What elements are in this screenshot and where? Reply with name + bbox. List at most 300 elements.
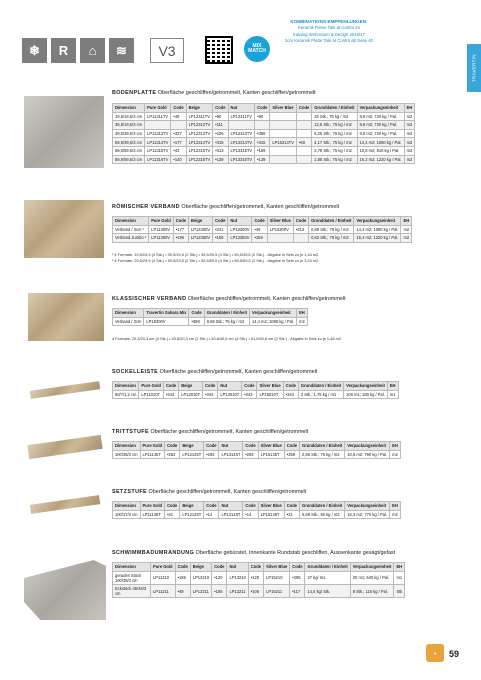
table-cell: •292 [204, 450, 219, 459]
schwimmbadumrandung-title-bold: SCHWIMMBADUMRANDUNG [112, 550, 195, 556]
table-cell: •343 [283, 390, 298, 399]
table-cell: 2,86 Stk.; 75 kg / m2 [300, 450, 345, 459]
column-header: Pure Gold [149, 217, 174, 226]
table-row [113, 584, 405, 597]
v3-badge: V3 [150, 38, 184, 63]
table-cell: 19,5/19,5/3 cm [113, 112, 145, 121]
table-cell: 20 m1; 540 kg / Pal. [350, 571, 394, 584]
column-header: Beige [180, 442, 204, 451]
table-cell: LP13311TV [228, 112, 255, 121]
table-cell: LP13145T [219, 450, 243, 459]
column-header: Code [173, 217, 188, 226]
column-header: Travertin Sahara Mix [144, 309, 189, 318]
table-cell: LP12300V [188, 225, 212, 234]
table-cell: LP11314TV [145, 138, 171, 147]
table-cell: •60 [297, 138, 312, 147]
schwimmbadumrandung-image [24, 560, 106, 620]
table-cell: 0,62 Stk.; 75 kg / m2 [309, 234, 354, 243]
roemischer-verband-title-bold: RÖMISCHER VERBAND [112, 204, 180, 210]
table-row [113, 571, 405, 584]
column-header: Silver Blue [264, 563, 290, 572]
column-header: Code [290, 563, 305, 572]
table-cell: •196 [173, 234, 188, 243]
table-cell: 25 Stk.; 75 kg / m2 [312, 112, 357, 121]
mix-match-badge [244, 36, 270, 62]
table-cell: •159 [213, 234, 228, 243]
column-header: Code [165, 502, 180, 511]
table-cell: •140 [171, 155, 186, 164]
table-cell: 10,8 m2; 810 kg / Pal. [357, 146, 404, 155]
bodenplatte-table [112, 103, 415, 164]
table-cell: 8 Stk.; 116 kg / Pal. [350, 584, 394, 597]
table-cell: Stk [394, 584, 405, 597]
table-cell: 1,85 Stk.; 75 kg / m2 [312, 155, 357, 164]
table-cell: LP15314TV [270, 138, 297, 147]
table-cell: m2 [401, 234, 412, 243]
table-cell: LP12148T [180, 510, 204, 519]
table-cell: m2 [404, 155, 415, 164]
bodenplatte-image [24, 96, 104, 168]
column-header: Code [297, 104, 312, 113]
table-cell: LP12010T [179, 390, 203, 399]
table-cell: •343 [242, 390, 257, 399]
table-cell: LP11313TV [145, 129, 171, 138]
column-header: Pure Gold [140, 442, 165, 451]
table-cell: 16,2 m2; 1220 kg / Pal. [357, 155, 404, 164]
table-cell: 27 kg/ m1 [305, 571, 350, 584]
column-header: EH [390, 502, 401, 511]
table-cell: 59,5/39,5/3 cm [113, 138, 145, 147]
table-cell: •159 [252, 234, 267, 243]
column-header: Code [165, 442, 180, 451]
trittstufe-table [112, 441, 401, 459]
floor-heating-icon: ≋ [109, 38, 134, 63]
trittstufe-title-rest: Oberfläche geschliffen/getrommelt, Kanten geschliffen/getrommelt [150, 429, 309, 435]
roemischer-note-2: ² 4 Formate: 29,5/29,5 (4 Stk.) • 59,5/29,5 (2 Stk.) • 59,5/59,5 (4 Stk.) • 89,5/59,5 (2 Stk.) - Abgabe in Sets zu je 3,24 m2 [112, 258, 319, 264]
table-cell: 9,8 m2; 720 kg / Pal. [357, 129, 404, 138]
page-number: 59 [449, 649, 460, 659]
table-cell: m2 [404, 138, 415, 147]
table-cell: LP11316TV [145, 155, 171, 164]
column-header: Code [204, 442, 219, 451]
klassischer-verband-table [112, 308, 308, 326]
table-cell: •14 [243, 510, 258, 519]
sockelleiste-title-bold: SOCKELLEISTE [112, 369, 159, 375]
column-header: Dimension [113, 309, 144, 318]
table-cell: m1 [394, 571, 405, 584]
table-cell: •49 [175, 584, 190, 597]
column-header: Pure Gold [151, 563, 176, 572]
trittstufe-title [112, 429, 308, 435]
column-header: Grunddaten / Einheit [300, 442, 345, 451]
table-cell: 4,17 Stk.; 75 kg / m2 [312, 138, 357, 147]
table-cell [270, 155, 297, 164]
column-header: Code [283, 382, 298, 391]
table-cell: LP12145T [180, 450, 204, 459]
column-header: Verpackungseinheit [345, 502, 390, 511]
column-header: Code [212, 563, 227, 572]
table-cell: 2,78 Stk.; 75 kg / m2 [312, 146, 357, 155]
table-cell: •341 [213, 225, 228, 234]
qr-code-icon[interactable] [205, 36, 233, 64]
column-header: Grunddaten / Einheit [309, 217, 354, 226]
column-header: Nut [227, 563, 248, 572]
sockelleiste-title-rest: Oberfläche geschliffen/getrommelt, Kanten geschliffen/getrommelt [159, 369, 318, 375]
table-cell: •315 [255, 138, 270, 147]
table-cell: LP12315TV [186, 146, 213, 155]
column-header: Code [242, 382, 257, 391]
combo-line2: Katalog Wohnraum & Design 2016/17 [292, 31, 366, 37]
table-cell: •21 [284, 510, 299, 519]
table-cell: m2 [404, 121, 415, 130]
table-cell: Verband / 3cm [113, 317, 144, 326]
table-cell: m2 [404, 129, 415, 138]
roemischer-verband-image [24, 200, 104, 258]
table-cell: LP12350V [188, 234, 212, 243]
table-cell: LP13350V [228, 234, 252, 243]
table-cell: •177 [173, 225, 188, 234]
column-header: Silver Blue [267, 217, 293, 226]
table-cell: •313 [293, 225, 308, 234]
table-cell: 14,5 kg/ Stk. [305, 584, 350, 597]
column-header: Code [248, 563, 263, 572]
table-cell: m2 [404, 146, 415, 155]
table-cell: LP11350V [149, 234, 174, 243]
table-cell: LP15145T [258, 450, 284, 459]
klassischer-verband-image [28, 293, 104, 341]
column-header: EH [401, 217, 412, 226]
table-cell: LP12316TV [186, 155, 213, 164]
column-header: Grunddaten / Einheit [204, 309, 249, 318]
table-cell [267, 234, 293, 243]
table-cell: LP13148T [219, 510, 243, 519]
table-row [113, 510, 401, 519]
setzstufe-image [30, 495, 101, 514]
column-header: Code [175, 563, 190, 572]
table-cell: m2 [401, 225, 412, 234]
table-cell: m2 [297, 317, 308, 326]
column-header: Beige [180, 502, 204, 511]
table-cell: Eckstück 45/45/3 cm [113, 584, 151, 597]
table-cell: •106 [212, 584, 227, 597]
property-icons [22, 38, 134, 63]
table-cell: •14 [204, 510, 219, 519]
column-header: Nut [218, 382, 242, 391]
frost-resistant-icon: ❄ [22, 38, 47, 63]
table-cell: 89,5/59,5/3 cm [113, 155, 145, 164]
table-cell: 14,4 m2; 1080 kg / Pal. [249, 317, 296, 326]
table-cell [297, 121, 312, 130]
column-header: Code [213, 104, 228, 113]
table-cell: LP13010T [218, 390, 242, 399]
table-cell: 39,5/39,5/3 cm [113, 129, 145, 138]
column-header: Beige [188, 217, 212, 226]
side-tab-travertin[interactable]: TRAVERTIN [467, 44, 481, 92]
klassischer-verband-title [112, 296, 346, 302]
column-header: Beige [179, 382, 203, 391]
table-cell: 14,4 m2; 1080 kg / Pal. [354, 225, 401, 234]
sockelleiste-image [30, 381, 100, 399]
roemischer-verband-title-rest: Oberfläche geschliffen/getrommelt, Kanten geschliffen/getrommelt [181, 204, 340, 210]
column-header: EH [404, 104, 415, 113]
table-cell: LP15010T [257, 390, 283, 399]
indoor-outdoor-icon: ⌂ [80, 38, 105, 63]
table-cell [270, 146, 297, 155]
table-cell: •177 [171, 138, 186, 147]
bodenplatte-title-bold: BODENPLATTE [112, 90, 157, 96]
table-cell: 6,25 Stk.; 75 kg / m2 [312, 129, 357, 138]
table-cell: m2 [390, 510, 401, 519]
table-cell [297, 146, 312, 155]
table-cell: •106 [248, 584, 263, 597]
bodenplatte-title [112, 90, 316, 96]
column-header: Grunddaten / Einheit [300, 502, 345, 511]
column-header: Grunddaten / Einheit [305, 563, 350, 572]
setzstufe-title-rest: Oberfläche geschliffen/getrommelt, Kanten geschliffen/getrommelt [148, 489, 307, 495]
column-header: Verpackungseinheit [345, 442, 390, 451]
table-row [113, 317, 308, 326]
column-header: Dimension [113, 502, 141, 511]
schwimmbadumrandung-table [112, 562, 405, 598]
column-header: Code [204, 502, 219, 511]
column-header: Silver Blue [257, 382, 283, 391]
column-header: Code [171, 104, 186, 113]
column-header: Pure Gold [140, 502, 165, 511]
table-cell: •159 [175, 571, 190, 584]
bodenplatte-title-rest: Oberfläche geschliffen/getrommelt, Kanten geschliffen/getrommelt [157, 90, 316, 96]
table-cell [293, 234, 308, 243]
trittstufe-title-bold: TRITTSTUFE [112, 429, 149, 435]
table-cell: •327 [171, 129, 186, 138]
table-cell: 14,4 m2; 1080 kg / Pal. [357, 138, 404, 147]
table-cell: LP13300V [228, 225, 252, 234]
schwimmbadumrandung-title-rest: Oberfläche gebürstet, Innenkante Rundstab geschliffen, Aussenkante gesägt/gefast [195, 550, 396, 556]
table-cell: LP12210 [190, 571, 211, 584]
roemischer-verband-notes [112, 252, 318, 265]
table-cell: •43 [171, 146, 186, 155]
table-cell: LP13316TV [228, 155, 255, 164]
column-header: Code [203, 382, 218, 391]
column-header: Code [284, 502, 299, 511]
table-row [113, 121, 415, 130]
table-cell: •315 [213, 138, 228, 147]
table-cell [297, 129, 312, 138]
roemischer-note-1: ¹ 4 Formate: 19,5/19,5 (4 Stk.) • 39,5/19,5 (2 Stk.) • 39,5/39,5 (4 Stk.) • 59,5/39,5 (2 Stk.) - Abgabe in Sets zu je 1,44 m2 [112, 252, 319, 257]
table-cell: LP11010T [139, 390, 164, 399]
table-cell: LP11311TV [145, 112, 171, 121]
table-cell: LP11211 [151, 584, 176, 597]
column-header: Pure Gold [139, 382, 164, 391]
column-header: Code [252, 217, 267, 226]
table-cell: •343 [163, 390, 178, 399]
table-cell: LP13314TV [228, 138, 255, 147]
roemischer-verband-table [112, 216, 412, 243]
slip-rating-label: R [58, 43, 69, 58]
column-header: Dimension [113, 382, 139, 391]
table-cell: LP19300V [144, 317, 189, 326]
table-cell: LP15211 [264, 584, 290, 597]
klassischer-verband-note: 4 Formate: 20,3/20,3 cm (4 Stk.) • 40,6/20,3 cm (2 Stk.) • 40,6/40,6 cm (4 Stk.) • 61,0/40,6 cm (2 Stk.) - Abgabe in Sets zu je 1,48 m2 [112, 336, 341, 341]
table-cell: 12,5 Stk.; 75 kg / m2 [312, 121, 357, 130]
table-cell [270, 129, 297, 138]
column-header: Silver Blue [258, 442, 284, 451]
column-header: EH [394, 563, 405, 572]
column-header: Nut [219, 442, 243, 451]
table-cell: LP11300V [149, 225, 174, 234]
table-cell: LP11148T [140, 510, 165, 519]
table-cell: 100/17/2 cm [113, 510, 141, 519]
combo-line1: Keramik Fliese Tale at Contro im [297, 25, 360, 31]
table-cell: m2 [390, 450, 401, 459]
column-header: Dimension [113, 442, 141, 451]
table-cell: 10,5 m2; 790 kg / Pal. [345, 450, 390, 459]
table-row [113, 112, 415, 121]
table-row [113, 225, 412, 234]
setzstufe-table [112, 501, 401, 519]
table-cell: •252 [165, 450, 180, 459]
column-header: Dimension [113, 563, 151, 572]
table-cell: LP15300V [267, 225, 293, 234]
column-header: Verpackungseinheit [357, 104, 404, 113]
table-cell: 50/7/1,2 cm [113, 390, 139, 399]
table-cell: •90 [255, 112, 270, 121]
match-label: MATCH [248, 48, 266, 54]
table-cell: LP13211 [227, 584, 248, 597]
table-cell: LP15210 [264, 571, 290, 584]
table-cell: •49 [171, 112, 186, 121]
table-cell: •106 [213, 129, 228, 138]
combo-line3: 2cm Keramik Platte Tale at Contro ab Seite 40 [284, 38, 374, 44]
table-cell: LP11145T [140, 450, 165, 459]
table-cell: •120 [248, 571, 263, 584]
sockelleiste-title [112, 369, 317, 375]
table-cell: 59,5/59,5/3 cm [113, 146, 145, 155]
table-cell: 100 m1; 180 kg / Pal. [344, 390, 388, 399]
table-row [113, 138, 415, 147]
column-header: Beige [186, 104, 213, 113]
table-cell: •49 [252, 225, 267, 234]
schwimmbadumrandung-title [112, 550, 395, 556]
table-cell: 0,69 Stk.; 75 kg / m2 [309, 225, 354, 234]
column-header: Grunddaten / Einheit [312, 104, 357, 113]
sockelleiste-table [112, 381, 399, 399]
column-header: Nut [219, 502, 243, 511]
table-cell: •159 [255, 146, 270, 155]
klassischer-verband-title-bold: KLASSISCHER VERBAND [112, 296, 187, 302]
column-header: Code [189, 309, 204, 318]
table-cell: •120 [212, 571, 227, 584]
table-row [113, 146, 415, 155]
table-cell [171, 121, 186, 130]
table-cell [270, 121, 297, 130]
slip-resistance-icon [51, 38, 76, 63]
table-cell [228, 121, 255, 130]
column-header: Dimension [113, 104, 145, 113]
table-row [113, 450, 401, 459]
table-cell: •358 [255, 129, 270, 138]
table-cell [145, 121, 171, 130]
table-cell: •343 [203, 390, 218, 399]
klassischer-verband-title-rest: Oberfläche geschliffen/getrommelt, Kanten geschliffen/getrommelt [187, 296, 346, 302]
table-cell: LP11315TV [145, 146, 171, 155]
column-header: Nut [228, 104, 255, 113]
table-cell: Verband / 3cm ¹ [113, 225, 149, 234]
table-cell: •21 [165, 510, 180, 519]
table-cell: •117 [290, 584, 305, 597]
column-header: Verpackungseinheit [249, 309, 296, 318]
column-header: Code [293, 217, 308, 226]
table-cell: LP13313TV [228, 129, 255, 138]
table-cell: •313 [213, 146, 228, 155]
column-header: EH [297, 309, 308, 318]
column-header: Code [243, 442, 258, 451]
setzstufe-title-bold: SETZSTUFE [112, 489, 148, 495]
column-header: Silver Blue [270, 104, 297, 113]
table-cell: •139 [213, 155, 228, 164]
table-cell [270, 112, 297, 121]
setzstufe-title [112, 489, 306, 495]
table-cell: LP12211 [190, 584, 211, 597]
column-header: EH [390, 442, 401, 451]
table-cell: LP12314TV [186, 138, 213, 147]
table-cell: LP13210 [227, 571, 248, 584]
column-header: Code [163, 382, 178, 391]
table-cell: m2 [404, 112, 415, 121]
table-row [113, 390, 399, 399]
column-header: Code [213, 217, 228, 226]
table-cell: LP12313TV [186, 129, 213, 138]
column-header: Dimension [113, 217, 149, 226]
table-cell: •90 [213, 112, 228, 121]
table-cell: •111 [213, 121, 228, 130]
brand-logo: ✦ [426, 644, 444, 662]
column-header: Code [284, 442, 299, 451]
table-cell [297, 112, 312, 121]
table-cell: LP13315TV [228, 146, 255, 155]
table-cell: LP11210 [151, 571, 176, 584]
table-cell: 0,69 Stk.; 75 kg / m2 [204, 317, 249, 326]
table-cell: 15,3 m2; 770 kg / Pal. [345, 510, 390, 519]
table-cell: 100/35/3 cm [113, 450, 141, 459]
table-row [113, 129, 415, 138]
column-header: Pure Gold [145, 104, 171, 113]
column-header: EH [387, 382, 398, 391]
table-cell: 2 Stk.; 1,75 kg / m1 [298, 390, 343, 399]
column-header: Silver Blue [258, 502, 284, 511]
table-cell: 16,2 m2; 1220 kg / Pal. [354, 234, 401, 243]
table-cell: •139 [255, 155, 270, 164]
table-cell: 9,8 m2; 720 kg / Pal. [357, 121, 404, 130]
table-cell: LP12312TV [186, 121, 213, 130]
column-header: Nut [228, 217, 252, 226]
table-row [113, 155, 415, 164]
column-header: Verpackungseinheit [350, 563, 394, 572]
table-cell: •388 [189, 317, 204, 326]
table-cell: LP12311TV [186, 112, 213, 121]
table-cell [255, 121, 270, 130]
table-cell: •259 [284, 450, 299, 459]
column-header: Grunddaten / Einheit [298, 382, 343, 391]
table-cell: •295 [290, 571, 305, 584]
roemischer-verband-title [112, 204, 339, 210]
mix-label: MIX [252, 43, 262, 49]
combo-title: KOMBINATIONS-EMPFEHLUNGEN: [290, 19, 368, 24]
column-header: Verpackungseinheit [344, 382, 388, 391]
table-cell: 9,8 m2; 720 kg / Pal. [357, 112, 404, 121]
table-row [113, 234, 412, 243]
table-cell: •292 [243, 450, 258, 459]
column-header: Verpackungseinheit [354, 217, 401, 226]
